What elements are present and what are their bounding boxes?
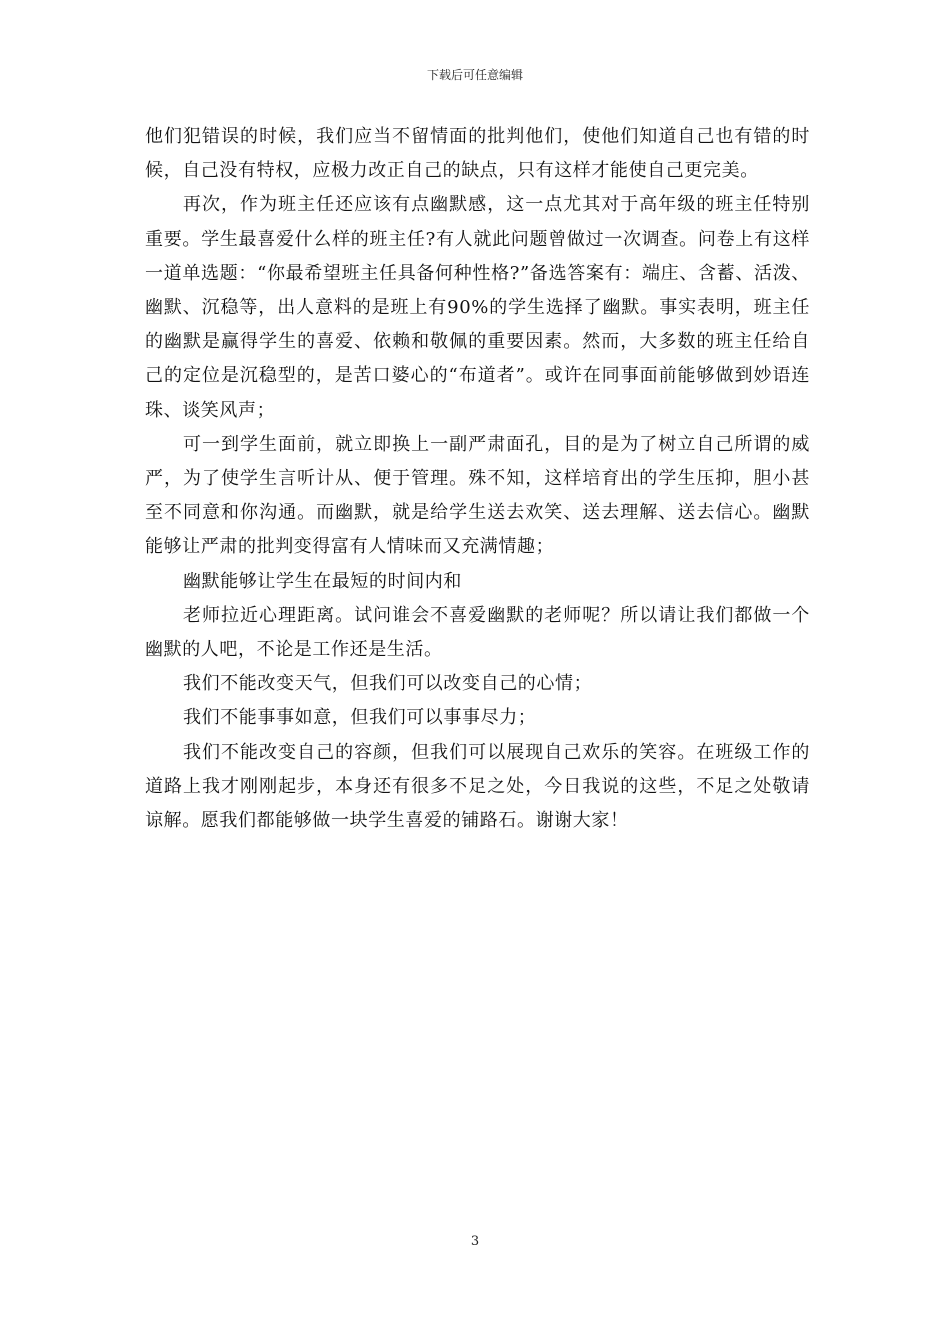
paragraph-1: 他们犯错误的时候，我们应当不留情面的批判他们，使他们知道自己也有错的时候，自己没有特权，应极力改正自己的缺点，只有这样才能使自己更完美。: [145, 126, 810, 182]
paragraph-2: 再次，作为班主任还应该有点幽默感，这一点尤其对于高年级的班主任特别重要。学生最喜爱什么样的班主任?有人就此问题曾做过一次调查。问卷上有这样一道单选题：“你最希望班主任具备何种性格?”备选答案有：端庄、含蓄、活泼、幽默、沉稳等，出人意料的是班上有90%的学生选择了幽默。事实表明，班主任的幽默是赢得学生的喜爱、依赖和敬佩的重要因素。然而，大多数的班主任给自己的定位是沉稳型的，是苦口婆心的“布道者”。或许在同事面前能够做到妙语连珠、谈笑风声；: [145, 194, 810, 421]
paragraph-5: 老师拉近心理距离。试问谁会不喜爱幽默的老师呢？所以请让我们都做一个幽默的人吧，不论是工作还是生活。: [145, 604, 810, 661]
paragraph-4: 幽默能够让学生在最短的时间内和: [183, 570, 462, 592]
document-body: [145, 120, 810, 838]
paragraph-3: 可一到学生面前，就立即换上一副严肃面孔，目的是为了树立自己所谓的威严，为了使学生言听计从、便于管理。殊不知，这样培育出的学生压抑，胆小甚至不同意和你沟通。而幽默，就是给学生送去欢笑、送去理解、送去信心。幽默能够让严肃的批判变得富有人情味而又充满情趣；: [145, 433, 810, 558]
paragraph-7: 我们不能事事如意，但我们可以事事尽力；: [183, 707, 537, 729]
paragraph-6: 我们不能改变天气，但我们可以改变自己的心情；: [183, 673, 593, 695]
page-number: 3: [470, 1234, 480, 1249]
paragraph-8: 我们不能改变自己的容颜，但我们可以展现自己欢乐的笑容。在班级工作的道路上我才刚刚起步，本身还有很多不足之处，今日我说的这些，不足之处敬请谅解。愿我们都能够做一块学生喜爱的铺路石。谢谢大家！: [145, 741, 810, 832]
page-header: 下载后可任意编辑: [426, 68, 523, 82]
